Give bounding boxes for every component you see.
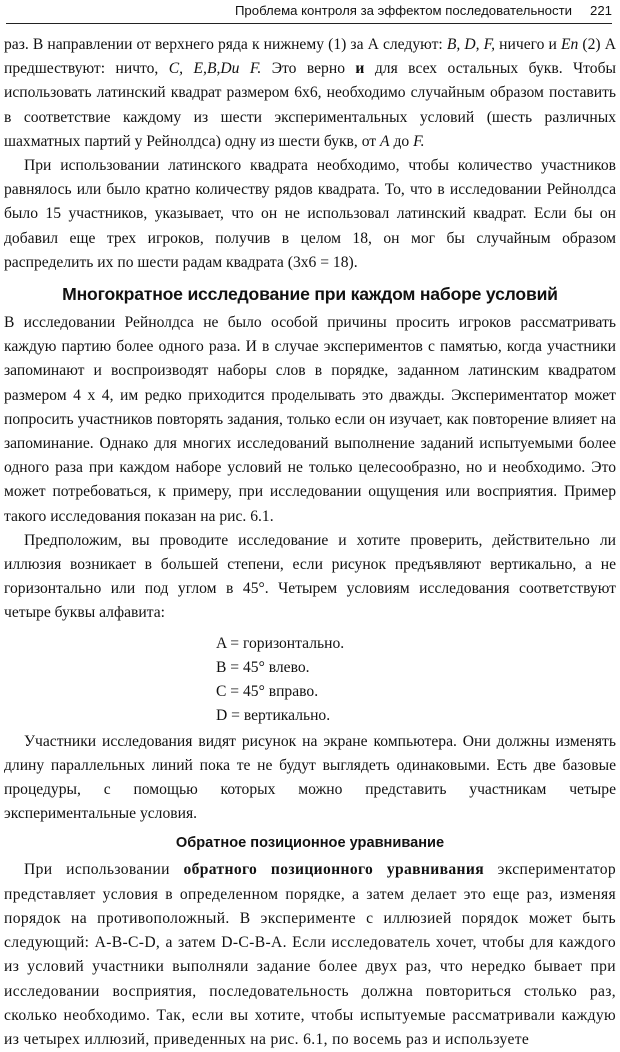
running-title: Проблема контроля за эффектом последовательности — [234, 3, 572, 18]
text-run: экспериментатор представляет условия в определенном порядке, а затем делает это еще раз, изменяя порядок на противоположный. В эксперименте с иллюзией порядок может быть следующий: A-B-C-D, а затем D-C-B-A. Если исследователь хочет, чтобы для каждого из условий участники выполняли задание более двух раз, что нередко бывает при исследовании восприятия, последовательность должна повториться столько раз, сколько необходимо. Так, если вы хотите, чтобы испытуемые рассматривали каждую из четырех иллюзий, приведенных на рис. 6.1, по восемь раз и используете — [4, 861, 616, 1048]
italic-letters: En — [561, 36, 579, 53]
text-run: для всех остальных букв. Чтобы использовать латинский квадрат размером 6x6, необходимо случайным образом поставить в соответствие каждому из шести экспериментальных условий (шесть различных шахматных партий у Рейнолдса) одну из шести букв, от — [4, 60, 616, 150]
page-body — [4, 33, 616, 1052]
bold-term: обратного позиционного уравнивания — [183, 861, 484, 879]
italic-letters: B, D, F, — [446, 36, 496, 53]
italic-letters: C, E,B,Du F. — [168, 60, 262, 78]
text-run: ничего и — [495, 36, 561, 53]
italic-letter: F. — [413, 132, 425, 150]
subsection-heading: Обратное позиционное уравнивание — [175, 835, 445, 852]
conditions-list — [216, 632, 616, 728]
bold-word: и — [355, 60, 365, 78]
page-number: 221 — [589, 3, 612, 18]
text-run: При использовании — [24, 861, 184, 879]
running-header — [6, 1, 612, 24]
paragraph-reverse-counterbalancing — [4, 858, 616, 1052]
text-run: раз. В направлении от верхнего ряда к нижнему (1) за А следуют: — [4, 36, 447, 53]
italic-letter: A — [380, 132, 390, 150]
condition-item: C = 45° вправо. — [216, 682, 319, 700]
text-run: (2) А предшествуют: ничто, — [4, 36, 616, 78]
text-run: до — [389, 132, 414, 150]
section-heading: Многократное исследование при каждом наборе условий — [62, 284, 558, 305]
paragraph-procedures: Участники исследования видят рисунок на экране компьютера. Они должны изменять длину параллельных линий пока те не будут выглядеть одинаковыми. Есть две базовые процедуры, с помощью которых можно представить участникам четыре экспериментальные условия. — [4, 732, 616, 823]
paragraph-latin-square: При использовании латинского квадрата необходимо, чтобы количество участников равнялось или было кратно количеству рядов квадрата. То, что в исследовании Рейнолдса было 15 участников, указывает, что он не использовал латинский квадрат. Если бы он добавил еще трех игроков, получив в целом 18, он мог бы случайным образом распределить их по шести радам квадрата (3x6 = 18). — [4, 157, 616, 271]
condition-item: A = горизонтально. — [216, 634, 345, 652]
paragraph-illusion: Предположим, вы проводите исследование и хотите проверить, действительно ли иллюзия возникает в большей степени, если рисунок предъявляют вертикально, а не горизонтально или под углом в 45°. Четырем условиям исследования соответствуют четыре буквы алфавита: — [4, 531, 616, 622]
condition-item: D = вертикально. — [216, 706, 331, 724]
paragraph-repeated-study: В исследовании Рейнолдса не было особой причины просить игроков рассматривать каждую партию более одного раза. И в случае экспериментов с памятью, когда участники запоминают и воспроизводят наборы слов в порядке, заданном латинским квадратом размером 4 x 4, им редко приходится проделывать это дважды. Экспериментатор может попросить участников повторять задания, только если он изучает, как повторение влияет на запоминание. Однако для многих исследований выполнение заданий испытуемыми более одного раза при каждом наборе условий не только целесообразно, но и необходимо. Это может потребоваться, к примеру, при исследовании ощущения или восприятия. Пример такого исследования показан на рис. 6.1. — [4, 314, 616, 525]
text-run: Это верно — [261, 60, 356, 78]
paragraph-continuation — [4, 33, 616, 154]
condition-item: B = 45° влево. — [216, 658, 310, 676]
